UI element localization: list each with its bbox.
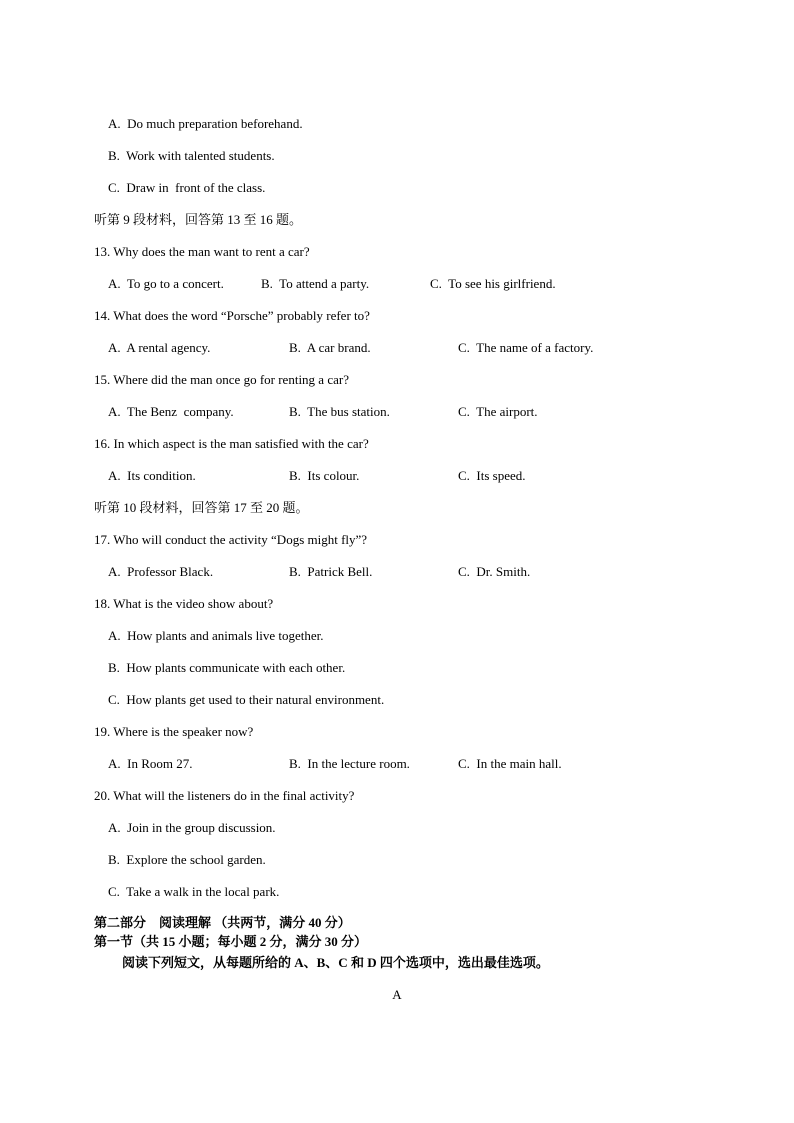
q18-stem: 18. What is the video show about? — [94, 596, 274, 611]
q18-option-b: B. How plants communicate with each other. — [108, 660, 346, 675]
q19-option-b: B. In the lecture room. — [289, 756, 410, 771]
q19-option-c: C. In the main hall. — [458, 756, 562, 771]
q17-option-a: A. Professor Black. — [108, 564, 214, 579]
q17-option-b: B. Patrick Bell. — [289, 564, 373, 579]
q13-option-b: B. To attend a party. — [261, 276, 370, 291]
part2-title: 第二部分 阅读理解 （共两节，满分 40 分） — [94, 915, 351, 930]
q20-option-a: A. Join in the group discussion. — [108, 820, 276, 835]
q19-stem: 19. Where is the speaker now? — [94, 724, 254, 739]
q18-option-a: A. How plants and animals live together. — [108, 628, 324, 643]
q14-option-c: C. The name of a factory. — [458, 340, 594, 355]
q20-option-b: B. Explore the school garden. — [108, 852, 266, 867]
q14-option-a: A. A rental agency. — [108, 340, 211, 355]
q15-stem: 15. Where did the man once go for renting a car? — [94, 372, 349, 387]
q20-option-c: C. Take a walk in the local park. — [108, 884, 280, 899]
part2-section1-title: 第一节（共 15 小题；每小题 2 分，满分 30 分） — [94, 934, 368, 949]
q13-stem: 13. Why does the man want to rent a car? — [94, 244, 310, 259]
q14-option-b: B. A car brand. — [289, 340, 371, 355]
q16-option-a: A. Its condition. — [108, 468, 196, 483]
q16-option-b: B. Its colour. — [289, 468, 360, 483]
q18-option-c: C. How plants get used to their natural environment. — [108, 692, 385, 707]
section-10-instruction: 听第 10 段材料，回答第 17 至 20 题。 — [94, 500, 309, 515]
q19-option-a: A. In Room 27. — [108, 756, 193, 771]
q13-option-a: A. To go to a concert. — [108, 276, 224, 291]
q20-stem: 20. What will the listeners do in the final activity? — [94, 788, 355, 803]
part2-instruction: 阅读下列短文，从每题所给的 A、B、C 和 D 四个选项中，选出最佳选项。 — [122, 955, 549, 970]
q17-stem: 17. Who will conduct the activity “Dogs might fly”? — [94, 532, 368, 547]
q14-stem: 14. What does the word “Porsche” probably refer to? — [94, 308, 370, 323]
q12-option-b: B. Work with talented students. — [108, 148, 275, 163]
q15-option-a: A. The Benz company. — [108, 404, 234, 419]
q16-option-c: C. Its speed. — [458, 468, 526, 483]
q17-option-c: C. Dr. Smith. — [458, 564, 531, 579]
q15-option-b: B. The bus station. — [289, 404, 390, 419]
section-9-instruction: 听第 9 段材料，回答第 13 至 16 题。 — [94, 212, 303, 227]
q12-option-a: A. Do much preparation beforehand. — [108, 116, 303, 131]
q12-option-c: C. Draw in front of the class. — [108, 180, 266, 195]
q15-option-c: C. The airport. — [458, 404, 538, 419]
q13-option-c: C. To see his girlfriend. — [430, 276, 556, 291]
q16-stem: 16. In which aspect is the man satisfied with the car? — [94, 436, 369, 451]
passage-label: A — [392, 987, 402, 1002]
